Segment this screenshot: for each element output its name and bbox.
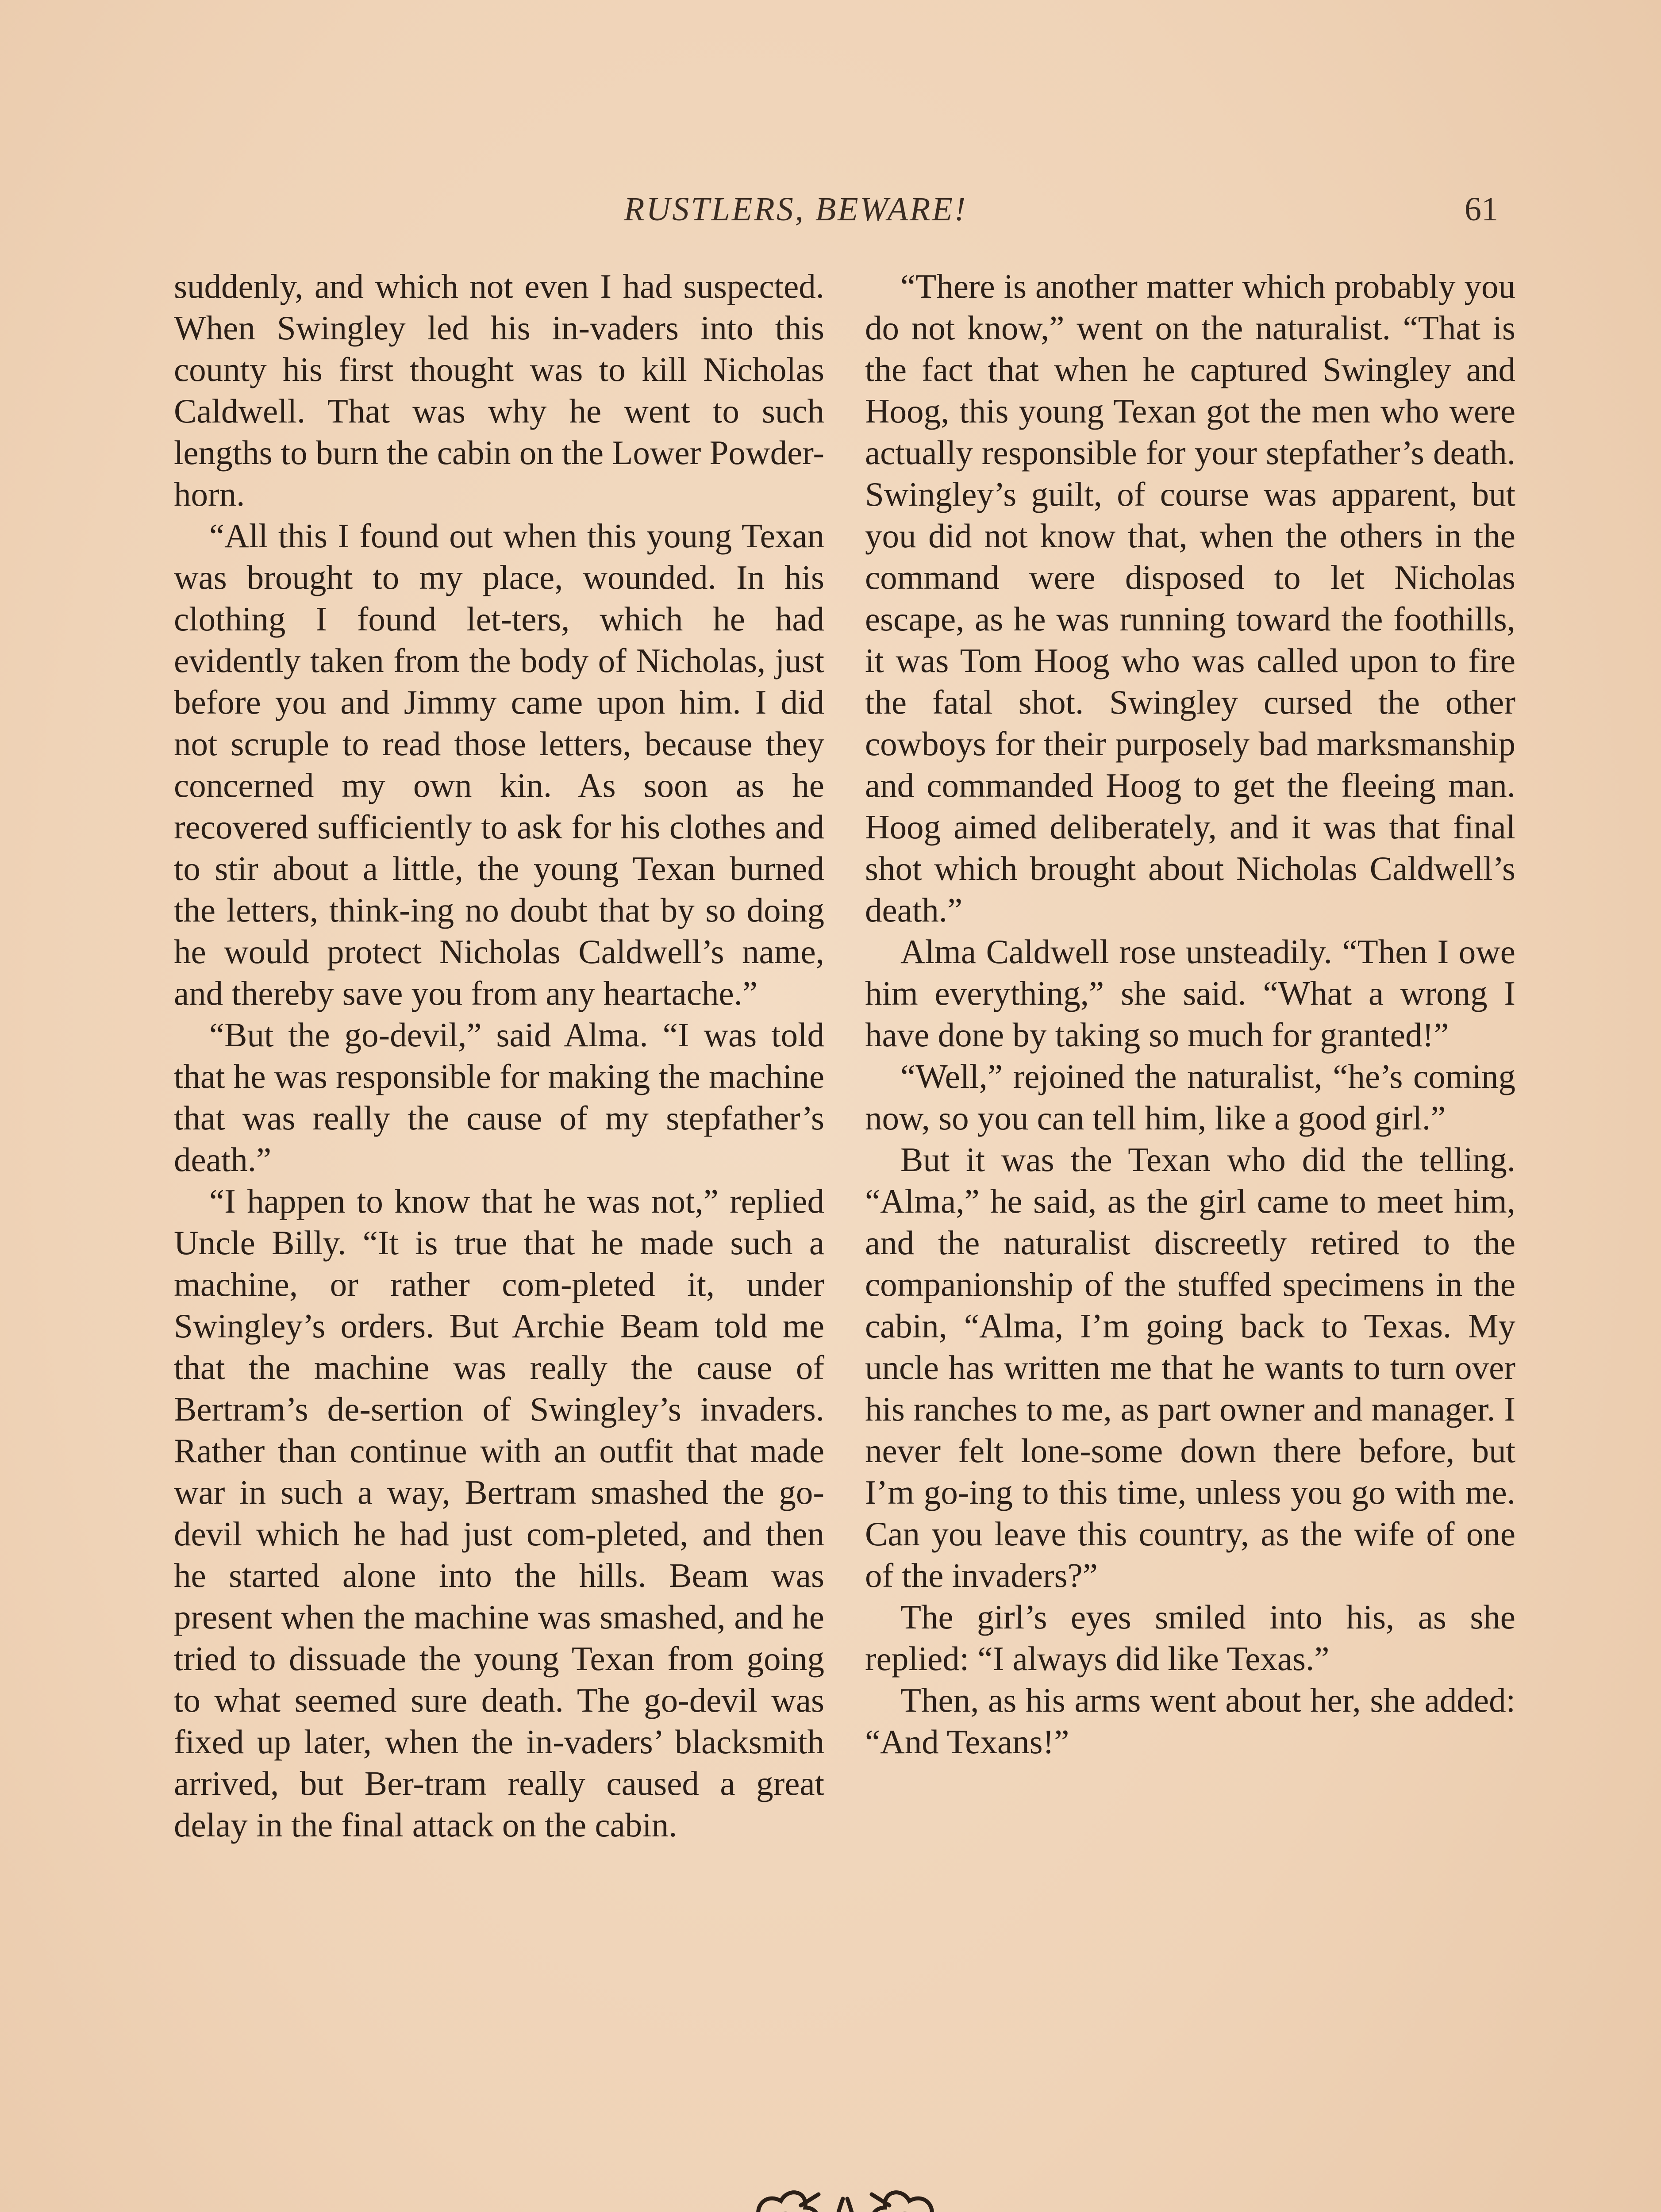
paragraph: “All this I found out when this young Texan was brought to my place, wounded. In his clothing I found let-ters, which he had evidently taken from the body of Nicholas, just before you and Jimmy came upon him. I did not scruple to read those letters, because they concerned my own kin. As soon as he recovered sufficiently to ask for his clothes and to stir about a little, the young Texan burned the letters, think-ing no doubt that by so doing he would protect Nicholas Caldwell’s name, and thereby save you from any heartache.” [174, 517, 824, 1012]
floral-ornament [748, 2181, 942, 2212]
paragraph: “Well,” rejoined the naturalist, “he’s coming now, so you can tell him, like a good girl.” [865, 1057, 1515, 1137]
right-column [865, 265, 1515, 1763]
left-column [174, 265, 824, 1846]
paragraph: “I happen to know that he was not,” replied Uncle Billy. “It is true that he made such a machine, or rather com-pleted it, under Swingley’s orders. But Archie Beam told me that the machine was really the cause of Bertram’s de-sertion of Swingley’s invaders. Rather than continue with an outfit that made war in such a way, Bertram smashed the go-devil which he had just com-pleted, and then he started alone into the hills. Beam was present when the machine was smashed, and he tried to dissuade the young Texan from going to what seemed sure death. The go-devil was fixed up later, when the in-vaders’ blacksmith arrived, but Ber-tram really caused a great delay in the final attack on the cabin. [174, 1182, 824, 1844]
running-title: RUSTLERS, BEWARE! [624, 191, 968, 228]
paragraph: “But the go-devil,” said Alma. “I was told that he was responsible for making the machine that was really the cause of my stepfather’s death.” [174, 1016, 824, 1179]
paragraph: But it was the Texan who did the telling. “Alma,” he said, as the girl came to meet him, and the naturalist discreetly retired to the companionship of the stuffed specimens in the cabin, “Alma, I’m going back to Texas. My uncle has written me that he wants to turn over his ranches to me, as part owner and manager. I never felt lone-some down there before, but I’m go-ing to this time, unless you go with me. Can you leave this country, as the wife of one of the invaders?” [865, 1141, 1515, 1594]
page-number: 61 [1465, 191, 1498, 228]
paragraph: The girl’s eyes smiled into his, as she replied: “I always did like Texas.” [865, 1598, 1515, 1678]
paragraph: “There is another matter which probably you do not know,” went on the naturalist. “That is the fact that when he captured Swingley and Hoog, this young Texan got the men who were actually responsible for your stepfather’s death. Swingley’s guilt, of course was apparent, but you did not know that, when the others in the command were disposed to let Nicholas escape, as he was running toward the foothills, it was Tom Hoog who was called upon to fire the fatal shot. Swingley cursed the other cowboys for their purposely bad marksmanship and commanded Hoog to get the fleeing man. Hoog aimed deliberately, and it was that final shot which brought about Nicholas Caldwell’s death.” [865, 267, 1515, 929]
paragraph: suddenly, and which not even I had suspected. When Swingley led his in-vaders into this county his first thought was to kill Nicholas Caldwell. That was why he went to such lengths to burn the cabin on the Lower Powder-horn. [174, 267, 824, 513]
paragraph: Alma Caldwell rose unsteadily. “Then I owe him everything,” she said. “What a wrong I have done by taking so much for granted!” [865, 933, 1515, 1054]
paragraph: Then, as his arms went about her, she added: “And Texans!” [865, 1681, 1515, 1761]
